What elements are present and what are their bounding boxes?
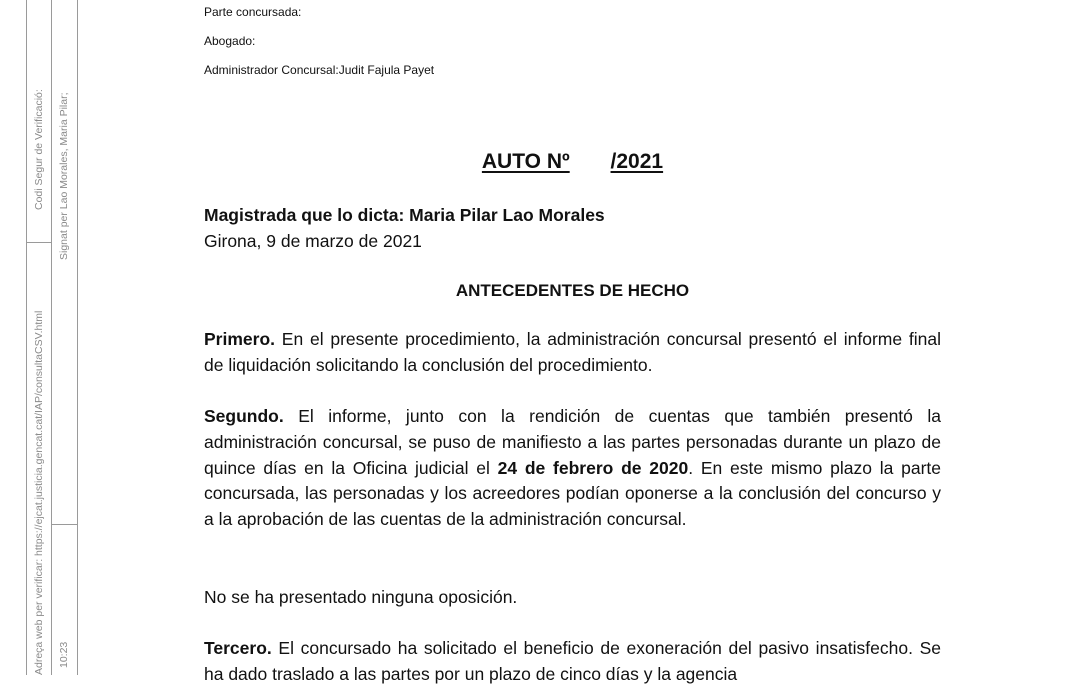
paragraph-lead: Tercero. [204,638,272,658]
auto-title [204,150,941,174]
highlighted-date: 24 de febrero de 2020 [497,457,689,478]
paragraph-primero [204,327,941,379]
paragraph-text: . En este mismo plazo la parte concursada, las personadas y los acreedores podían oponerse a la conclusión del concurso y a la aprobación de las cuentas de la administración concursal. [204,457,941,530]
margin-divider [26,242,51,243]
margin-border-line [26,0,27,675]
paragraph-text: El informe, junto con la rendición de cuentas que también presentó la administración concursal, se puso de manifiesto a las partes personadas durante un plazo de quince días en la Oficina judicial el [204,406,941,478]
paragraph-text: El concursado ha solicitado el beneficio de exoneración del pasivo insatisfecho. Se ha dado traslado a las partes por un plazo de cinco días y la agencia [204,638,941,684]
signature-time-text: 10:23 [58,641,70,668]
verification-margin [0,0,80,675]
paragraph-segundo [204,404,941,533]
csv-code-label: Codi Segur de Verificació: [33,89,45,210]
magistrada-line: Magistrada que lo dicta: Maria Pilar Lao Morales [204,205,605,225]
margin-border-line [51,0,52,675]
margin-divider [51,524,77,525]
abogado-label: Abogado: [204,34,256,48]
paragraph-lead: Segundo. [204,406,284,426]
place-date-line: Girona, 9 de marzo de 2021 [204,231,422,251]
margin-border-line [77,0,78,675]
auto-label: AUTO Nº [481,150,570,173]
auto-number: /2021 [610,150,664,173]
paragraph-no-oposicion: No se ha presentado ninguna oposición. [204,587,518,607]
paragraph-tercero [204,636,941,688]
paragraph-text: En el presente procedimiento, la administración concursal presentó el informe final de liquidación solicitando la conclusión del procedimiento. [204,329,941,375]
administrador-concursal-label: Administrador Concursal:Judit Fajula Payet [204,63,435,77]
section-heading-antecedentes: ANTECEDENTES DE HECHO [455,281,690,300]
parte-concursada-label: Parte concursada: [204,5,302,19]
signed-by-text: Signat per Lao Morales, Maria Pilar; [58,92,70,260]
paragraph-lead: Primero. [204,329,275,349]
verify-url-text: Adreça web per verificar: https://ejcat.justicia.gencat.cat/IAP/consultaCSV.html [33,310,45,675]
